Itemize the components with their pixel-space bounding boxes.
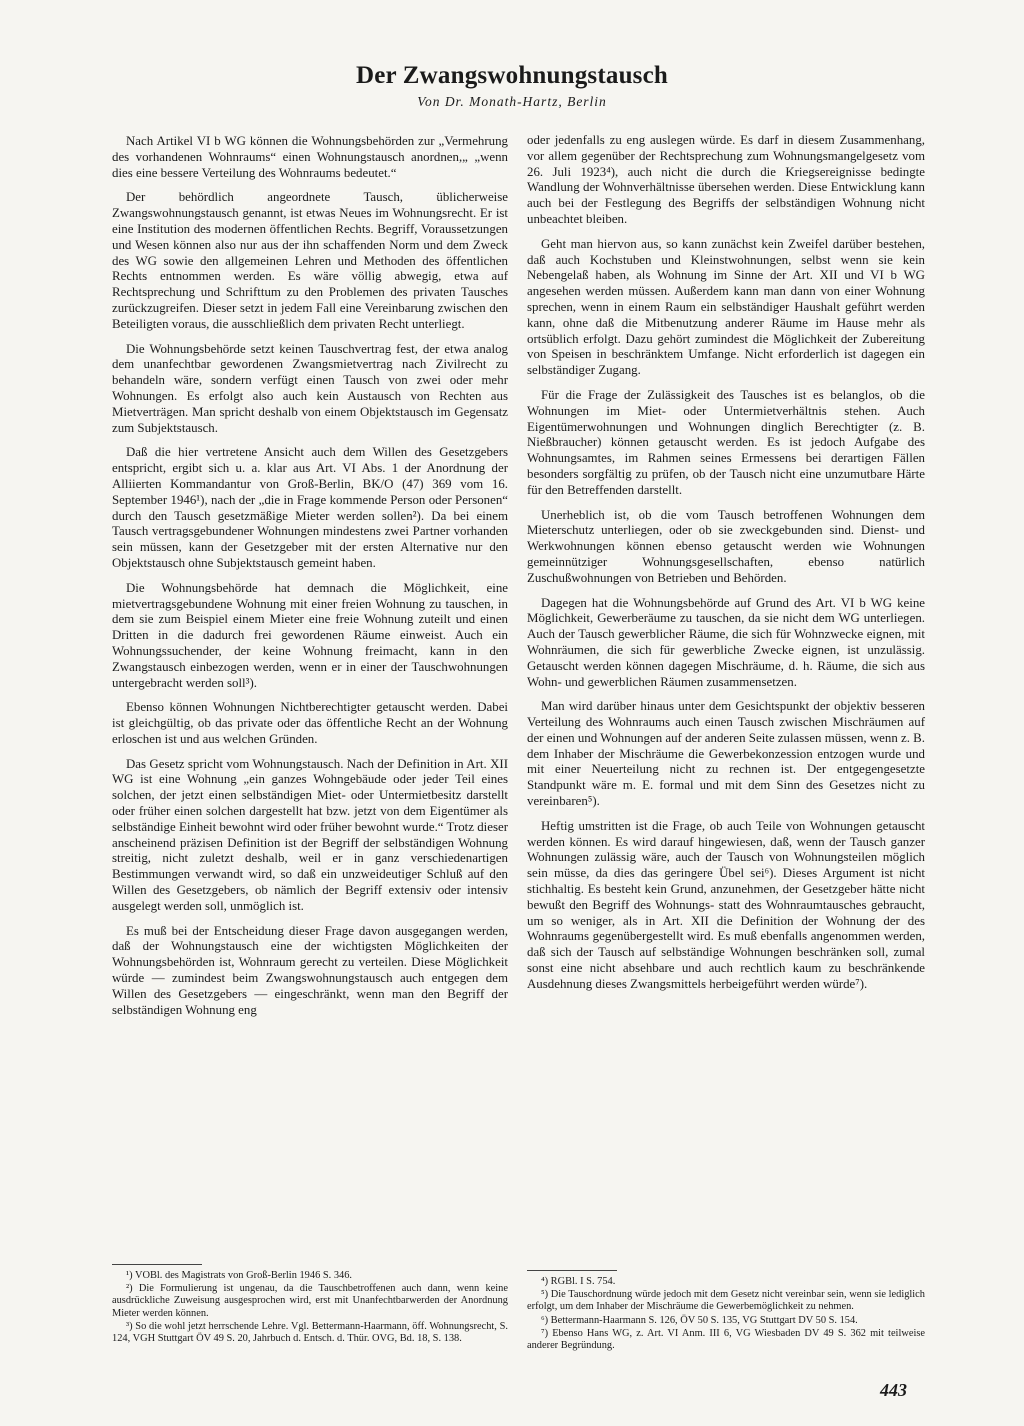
paragraph: Ebenso können Wohnungen Nichtberechtigter getauscht werden. Dabei ist gleichgültig, ob das private oder das öffentliche Recht an der Wohnung erloschen ist und aus welchen Gründen. [112, 700, 508, 746]
article-title: Der Zwangswohnungstausch [355, 62, 669, 89]
paragraph: Man wird darüber hinaus unter dem Gesichtspunkt der objektiv besseren Verteilung des Wohnraums auch einen Tausch zwischen Mischräumen auf der einen und Wohnungen auf der anderen Seite zulassen müssen, wenn z. B. dem Inhaber der Mischräume die Gewerbekonzession entzogen wurde und mit einer Neuerteilung nicht zu rechnen ist. Der entgegengesetzte Standpunkt wäre m. E. formal und mit dem Sinn des Gesetzes nicht zu vereinbaren⁵). [527, 699, 925, 809]
paragraph: oder jedenfalls zu eng auslegen würde. Es darf in diesem Zusammenhang, vor allem gegenüber der Rechtsprechung zum Wohnungsmangelgesetz vom 26. Juli 1923⁴), auch nicht die durch die Kriegsereignisse bedingte Wandlung der Wohnverhältnisse übersehen werden. Diese Entwicklung kann auch bei der Festlegung des Begriffs der selbständigen Wohnung nicht unbeachtet bleiben. [527, 133, 925, 226]
paragraph: Heftig umstritten ist die Frage, ob auch Teile von Wohnungen getauscht werden können. Es wird darauf hingewiesen, daß, wenn der Tausch ganzer Wohnungen zulässig wäre, auch der Tausch von Wohnungsteilen möglich sein müsse, da dies das geringere Übel sei⁶). Dieses Argument ist nicht stichhaltig. Es besteht kein Grund, anzunehmen, der Gesetzgeber hätte nicht bewußt den Begriff des Wohnungs- statt des Wohnraumtausches gebraucht, um so weniger, als in Art. XII die Definition der Wohnung der des Wohnraums gegenübergestellt wird. Es muß ebenfalls angenommen werden, daß sich der Tausch auf selbständige Wohnungen beschränken soll, zumal sonst eine nicht absehbare und auch rechtlich kaum zu beschränkende Ausdehnung dieses Zwangsmittels herbeigeführt werden würde⁷). [527, 818, 925, 991]
paragraph: Das Gesetz spricht vom Wohnungstausch. Nach der Definition in Art. XII WG ist eine Wohnung „ein ganzes Wohngebäude oder jeder Teil eines solchen, der jetzt einen selbständigen Miet- oder Untermietbesitz darstellt oder früher einen solchen dargestellt hat bzw. jetzt von dem Eigentümer als selbständige Einheit bewohnt wird oder früher bewohnt wurde.“ Trotz dieser anscheinend präzisen Definition ist der Begriff der selbständigen Wohnung streitig, nicht zuletzt deshalb, weil er in ganz verschiedenartigen Bestimmungen verwandt wird, so daß ein unzweideutiger Schluß auf den Willen des Gesetzgebers, ob nämlich der Begriff extensiv oder intensiv ausgelegt werden soll, unmöglich ist. [112, 756, 508, 913]
left-text-column [112, 134, 508, 1027]
paragraph: Der behördlich angeordnete Tausch, üblicherweise Zwangswohnungstausch genannt, ist etwas Neues im Wohnungsrecht. Er ist eine Institution des modernen öffentlichen Rechts. Begriff, Voraussetzungen und Wesen können also nur aus der ihn schaffenden Norm und dem Zweck des WG sowie den allgemeinen Lehren und Methoden des öffentlichen Rechts entnommen werden. Es wäre völlig abwegig, etwa auf Rechtsprechung und Schrifttum zu den Problemen des privaten Tausches zurückzugreifen. Dieser setzt in jedem Fall eine Vereinbarung zwischen den Beteiligten voraus, die ausschließlich dem privaten Recht unterliegt. [112, 190, 508, 331]
footnote-divider [112, 1264, 202, 1265]
footnote: ³) So die wohl jetzt herrschende Lehre. Vgl. Bettermann-Haarmann, öff. Wohnungsrecht, S. 124, VGH Stuttgart ÖV 49 S. 20, Jahrbuch d. Entsch. d. Thür. OVG, Bd. 18, S. 138. [112, 1320, 508, 1345]
footnote: ¹) VOBl. des Magistrats von Groß-Berlin 1946 S. 346. [126, 1270, 353, 1281]
paragraph: Die Wohnungsbehörde hat demnach die Möglichkeit, eine mietvertragsgebundene Wohnung mit einer freien Wohnung zu tauschen, in dem sie zum Beispiel einem Mieter eine freie Wohnung zuteilt und einen Dritten in die dadurch frei gewordenen Räume einweist. Auch ein Wohnungssuchender, der keine Wohnung freimacht, kann in den Zwangstausch einbezogen werden, wenn er in einer der Tauschwohnungen untergebracht werden soll³). [112, 580, 508, 690]
paragraph: Für die Frage der Zulässigkeit des Tausches ist es belanglos, ob die Wohnungen im Miet- oder Untermietverhältnis stehen. Auch Eigentümerwohnungen und Wohnungen dinglich Berechtigter (z. B. Nießbraucher) können getauscht werden. Es ist jedoch Aufgabe des Wohnungsamtes, im Rahmen seines Ermessens bei derartigen Fällen besonders sorgfältig zu prüfen, ob der Tausch nicht eine unzumutbare Härte für den Betreffenden darstellt. [527, 387, 925, 497]
footnote: ⁵) Die Tauschordnung würde jedoch mit dem Gesetz nicht vereinbar sein, wenn sie lediglich erfolgt, um dem Inhaber der Mischräume die Gewerbemöglichkeit zu nehmen. [527, 1289, 925, 1313]
paragraph: Nach Artikel VI b WG können die Wohnungsbehörden zur „Vermehrung des vorhandenen Wohnraums“ einen Wohnungstausch anordnen,„ „wenn dies eine bessere Verteilung des Wohnraums bedeutet.“ [112, 134, 508, 180]
paragraph: Geht man hiervon aus, so kann zunächst kein Zweifel darüber bestehen, daß auch Kochstuben und Kleinstwohnungen, selbst wenn sie kein Nebengelaß haben, als Wohnung im Sinne der Art. XII und VI b WG angesehen werden müssen. Außerdem kann man dann von einer Wohnung sprechen, wenn in einem Raum ein selbständiger Haushalt geführt werden kann, ohne daß die Mitbenutzung anderer Räume im Hause mehr als ortsüblich erfolgt. Dazu gehört zumindest die Möglichkeit der Zubereitung von Speisen in beschränktem Umfange. Nicht erforderlich ist dagegen ein selbständiger Zugang. [527, 236, 925, 378]
footnotes-right [527, 1276, 925, 1353]
footnote-divider [527, 1270, 617, 1271]
footnote: ²) Die Formulierung ist ungenau, da die Tauschbetroffenen auch dann, wenn keine ausdrückliche Zuweisung ausgesprochen wird, erst mit Unanfechtbarwerden der Anordnung Mieter werden können. [112, 1283, 508, 1319]
right-text-column [527, 133, 925, 1002]
paragraph: Daß die hier vertretene Ansicht auch dem Willen des Gesetzgebers entspricht, ergibt sich u. a. klar aus Art. VI Abs. 1 der Anordnung der Alliierten Kommandantur von Groß-Berlin, BK/O (47) 369 vom 16. September 1946¹), nach der „die in Frage kommende Person oder Personen“ durch den Tausch gesetzmäßige Mieter werden sollen²). Da bei einem Tausch vertragsgebundener Wohnungen mindestens zwei Partner vorhanden sein müssen, kann der Gesetzgeber mit der ersten Alternative nur den Objektstausch ohne Subjektstausch gemeint haben. [112, 445, 508, 570]
paragraph: Dagegen hat die Wohnungsbehörde auf Grund des Art. VI b WG keine Möglichkeit, Gewerberäume zu tauschen, da sie nicht dem WG unterliegen. Auch der Tausch gewerblicher Räume, die sich für Wohnzwecke eignen, mit Wohnräumen, die sich für gewerbliche Zwecke eignen, ist unzulässig. Getauscht werden können dagegen Mischräume, d. h. Räume, die sich aus Wohn- und gewerblichen Räumen zusammensetzen. [527, 595, 925, 689]
page-number: 443 [880, 1380, 907, 1400]
footnote: ⁶) Bettermann-Haarmann S. 126, ÖV 50 S. 135, VG Stuttgart DV 50 S. 154. [541, 1314, 858, 1326]
footnotes-left [112, 1270, 508, 1346]
footnote: ⁴) RGBl. I S. 754. [541, 1276, 616, 1287]
paragraph: Es muß bei der Entscheidung dieser Frage davon ausgegangen werden, daß der Wohnungstausch eine der wichtigsten Möglichkeiten der Wohnungsbehörden ist, Wohnraum gerecht zu verteilen. Diese Möglichkeit würde — zumindest beim Zwangswohnungstausch auch entgegen dem Willen des Gesetzgebers — eingeschränkt, wenn man den Begriff der selbständigen Wohnung eng [112, 923, 508, 1017]
paragraph: Die Wohnungsbehörde setzt keinen Tauschvertrag fest, der etwa analog dem unanfechtbar gewordenen Zwangsmietvertrag nach Zivilrecht zu behandeln wäre, sondern verfügt einen Tausch von zwei oder mehr Wohnungen. Es erfolgt also auch kein Austausch von Rechten aus Mietverträgen. Man spricht deshalb von einem Objektstausch im Gegensatz zum Subjektstausch. [112, 341, 508, 435]
footnote: ⁷) Ebenso Hans WG, z. Art. VI Anm. III 6, VG Wiesbaden DV 49 S. 362 mit teilweise anderer Begründung. [527, 1327, 925, 1352]
author-byline: Von Dr. Monath-Hartz, Berlin [417, 94, 607, 109]
paragraph: Unerheblich ist, ob die vom Tausch betroffenen Wohnungen dem Mieterschutz unterliegen, oder ob sie zweckgebunden sind. Dienst- und Werkwohnungen können ebenso getauscht werden wie Wohnungen gemeinnütziger Wohnungsgesellschaften, ebenso natürlich Zuschußwohnungen von Betrieben und Behörden. [527, 507, 925, 585]
